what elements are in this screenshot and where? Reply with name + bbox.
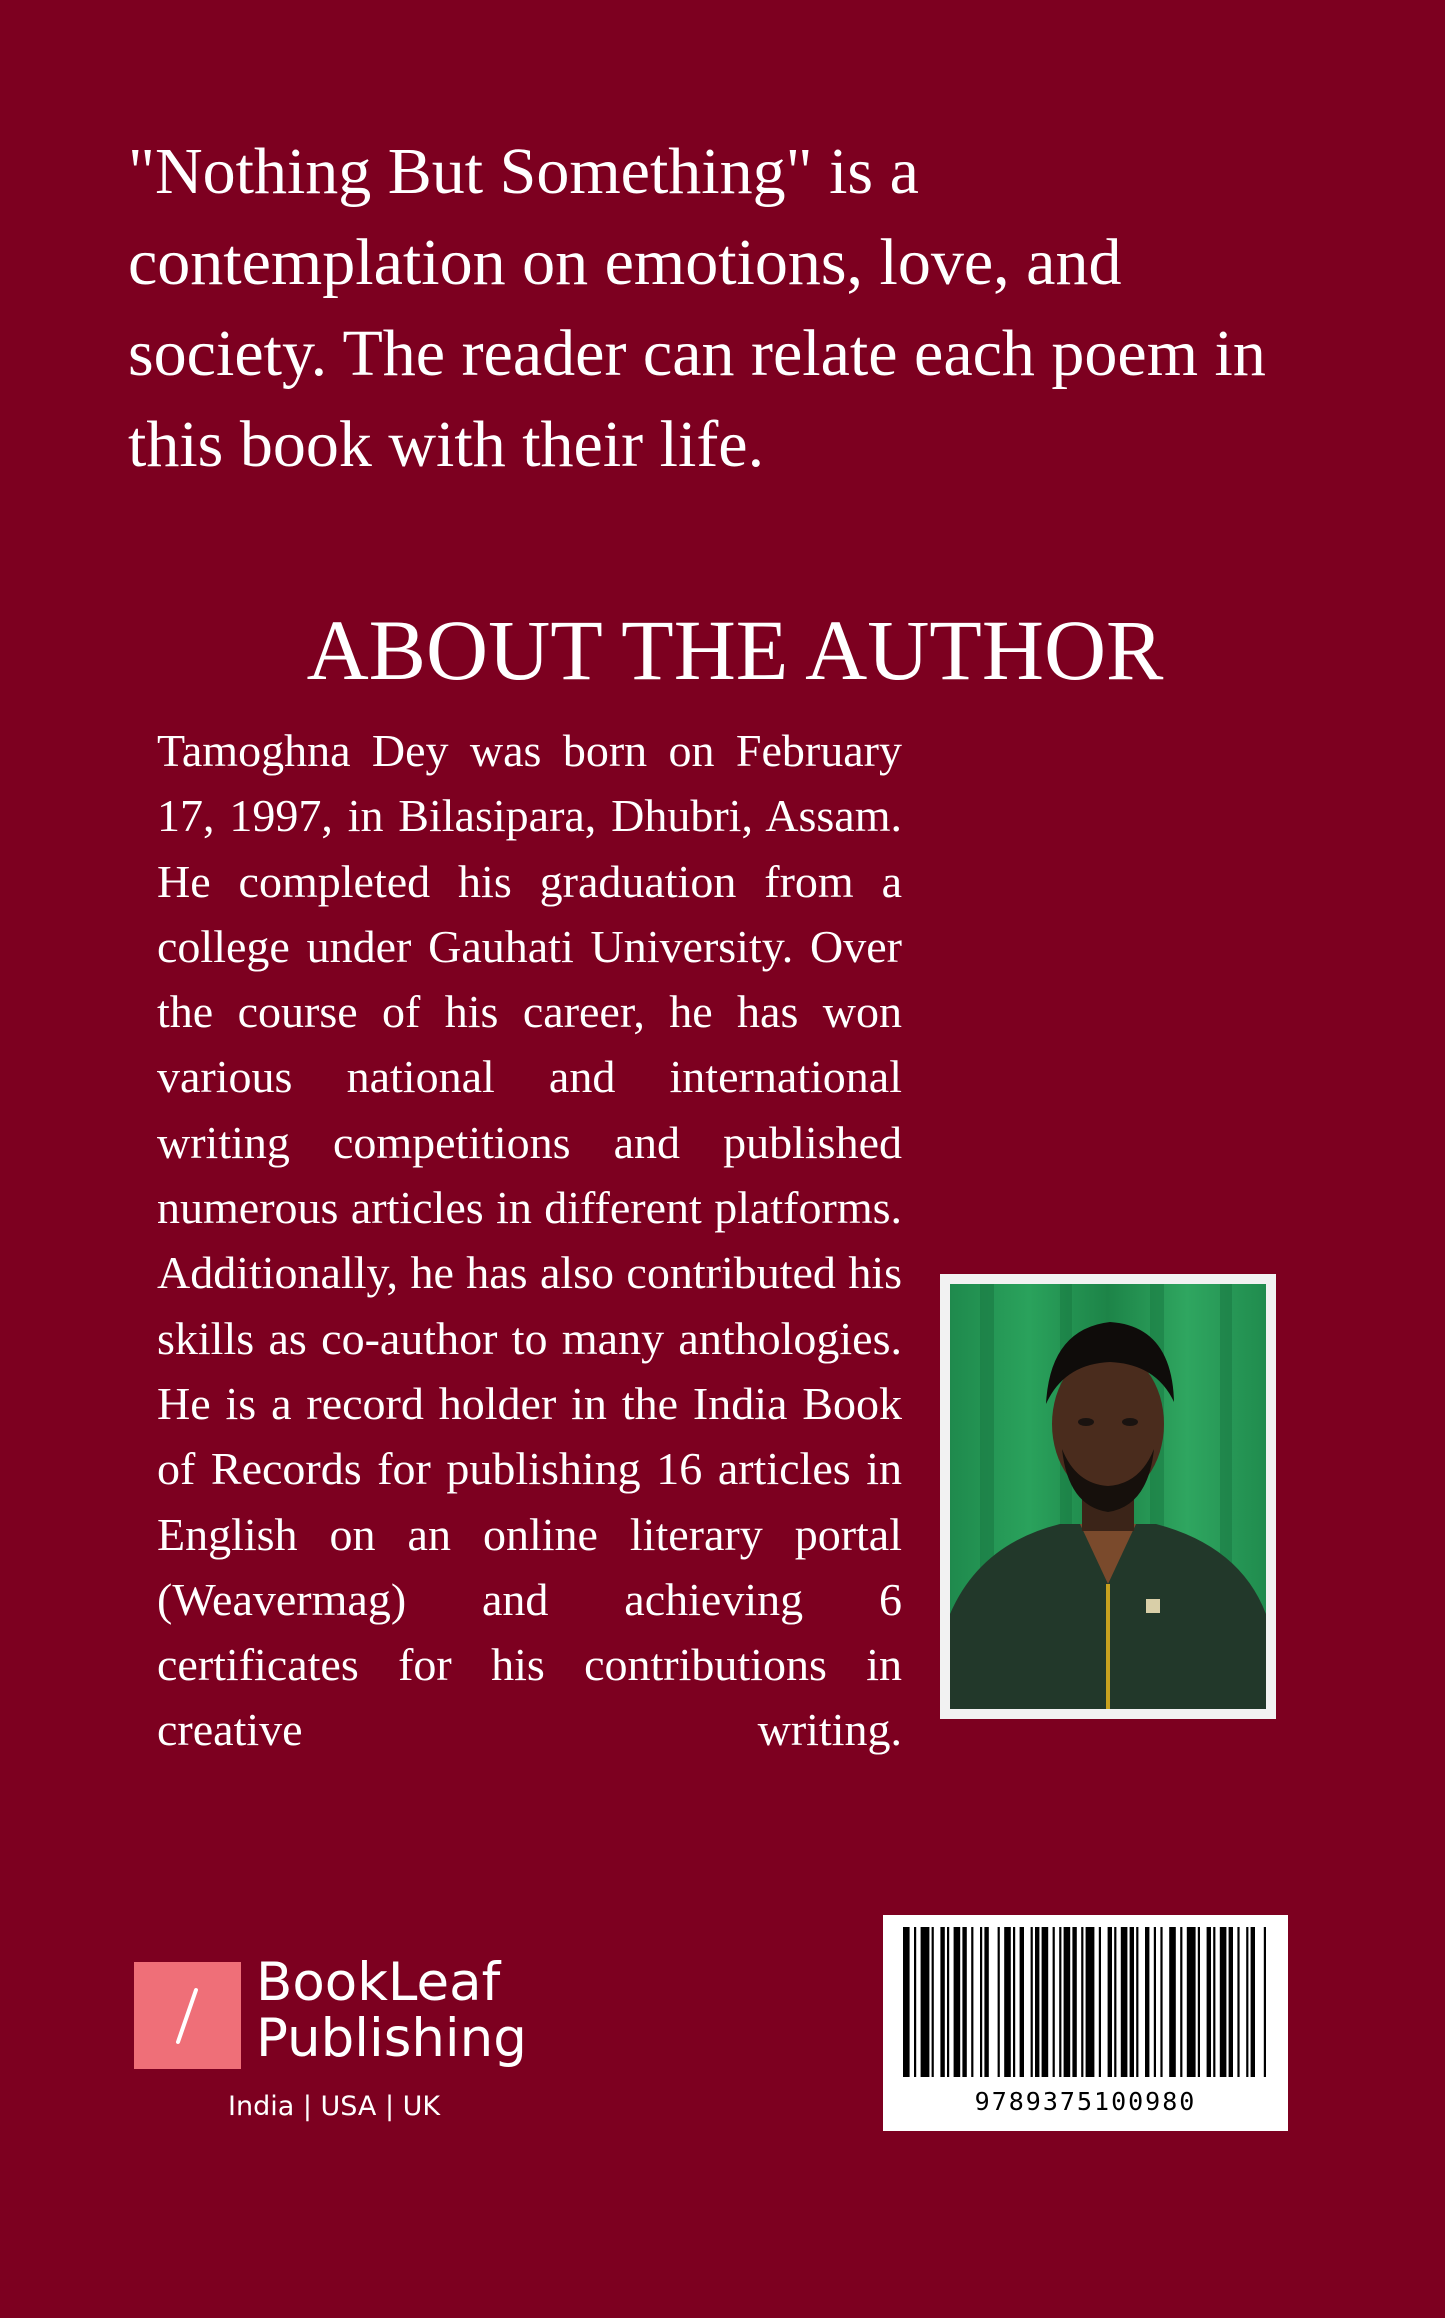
barcode-bar	[1042, 1927, 1049, 2077]
barcode-bars	[883, 1915, 1288, 2087]
barcode-bar	[980, 1927, 982, 2077]
barcode-bar	[971, 1927, 973, 2077]
publisher-name-line2: Publishing	[256, 2008, 527, 2069]
barcode-bar	[1035, 1927, 1039, 2077]
barcode-bar	[1059, 1927, 1061, 2077]
barcode-bar	[914, 1927, 916, 2077]
isbn-barcode	[883, 1915, 1288, 2131]
barcode-bar	[1004, 1927, 1011, 2077]
barcode-bar	[1064, 1927, 1071, 2077]
author-bio: Tamoghna Dey was born on February 17, 1997, in Bilasipara, Dhubri, Assam. He completed his graduation from a college under Gauhati University. Over the course of his career, he has won various national and international writing competitions and published numerous articles in different platforms. Additionally, he has also contributed his skills as co-author to many anthologies. He is a record holder in the India Book of Records for publishing 16 articles in English on an online literary portal (Weavermag) and achieving 6 certificates for his contributions in creative writing.	[157, 725, 902, 1756]
barcode-bar	[984, 1927, 988, 2077]
barcode-bar	[1207, 1927, 1211, 2077]
barcode-bar	[1264, 1927, 1266, 2077]
barcode-bar	[1198, 1927, 1200, 2077]
barcode-bar	[1099, 1927, 1101, 2077]
barcode-bar	[1180, 1927, 1182, 2077]
barcode-bar	[1130, 1927, 1134, 2077]
publisher-regions: India | USA | UK	[228, 2091, 441, 2122]
barcode-bar	[1154, 1927, 1156, 2077]
barcode-bar	[1053, 1927, 1055, 2077]
book-blurb: "Nothing But Something" is a contemplation on emotions, love, and society. The reader can relate each poem in this book with their life.	[128, 135, 1266, 481]
barcode-bar	[998, 1927, 1000, 2077]
barcode-bar	[921, 1927, 930, 2077]
leaf-slash-icon	[134, 1962, 241, 2069]
barcode-bar	[903, 1927, 910, 2077]
isbn-number: 9789375100980	[974, 2087, 1197, 2116]
publisher-name-line1: BookLeaf	[256, 1952, 501, 2013]
barcode-bar	[1169, 1927, 1176, 2077]
barcode-bar	[1251, 1927, 1255, 2077]
barcode-bar	[1108, 1927, 1112, 2077]
barcode-bar	[940, 1927, 944, 2077]
barcode-bar	[1237, 1927, 1239, 2077]
barcode-bar	[932, 1927, 934, 2077]
barcode-bar	[1013, 1927, 1015, 2077]
barcode-bar	[1031, 1927, 1033, 2077]
barcode-bar	[954, 1927, 961, 2077]
author-photo	[940, 1274, 1276, 1719]
barcode-bar	[1114, 1927, 1116, 2077]
barcode-bar	[1121, 1927, 1128, 2077]
publisher-logo	[134, 1952, 554, 2125]
barcode-bar	[1246, 1927, 1248, 2077]
barcode-bar	[962, 1927, 966, 2077]
barcode-bar	[1020, 1927, 1024, 2077]
barcode-bar	[1229, 1927, 1233, 2077]
barcode-bar	[1145, 1927, 1149, 2077]
barcode-bar	[1187, 1927, 1196, 2077]
barcode-bar	[1160, 1927, 1162, 2077]
barcode-bar	[947, 1927, 949, 2077]
author-portrait-image	[950, 1284, 1266, 1709]
barcode-bar	[1072, 1927, 1076, 2077]
barcode-bar	[1086, 1927, 1095, 2077]
barcode-bar	[1081, 1927, 1083, 2077]
barcode-bar	[1213, 1927, 1215, 2077]
barcode-bar	[1220, 1927, 1227, 2077]
about-author-heading: ABOUT THE AUTHOR	[306, 602, 1164, 698]
barcode-bar	[1136, 1927, 1138, 2077]
